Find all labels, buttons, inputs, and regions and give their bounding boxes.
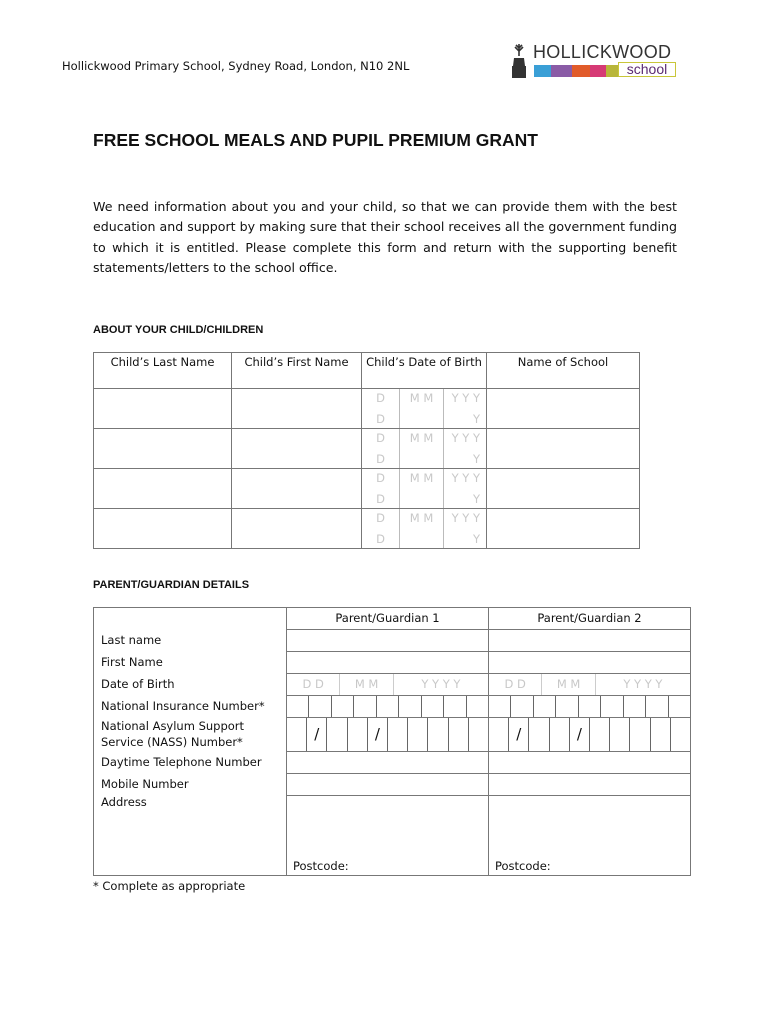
- table-row: [94, 509, 640, 549]
- guardian2-first-name-input[interactable]: [489, 651, 691, 673]
- dob-placeholder: D D M M Y Y Y Y: [362, 469, 486, 508]
- guardian2-ni-input[interactable]: [489, 695, 691, 717]
- table-row: [94, 651, 691, 673]
- footnote: * Complete as appropriate: [93, 879, 246, 893]
- school-name-input[interactable]: [487, 469, 640, 509]
- table-row: [94, 773, 691, 795]
- intro-paragraph: We need information about you and your child, so that we can provide them with the best education and support by making sure that their school receives all the government funding to which it is entitled. Please complete this form and return with the supporting benefit statements/letters to the school office.: [93, 199, 677, 275]
- col-child-first-name: Child’s First Name: [232, 353, 362, 389]
- guardian2-day-phone-input[interactable]: [489, 751, 691, 773]
- guardian2-last-name-input[interactable]: [489, 629, 691, 651]
- logo-stripe: [551, 65, 572, 77]
- guardian2-header: Parent/Guardian 2: [489, 608, 691, 630]
- tree-icon: [511, 42, 527, 80]
- row-label-mobile: Mobile Number: [94, 773, 287, 795]
- guardian1-ni-input[interactable]: [287, 695, 489, 717]
- children-section-heading: ABOUT YOUR CHILD/CHILDREN: [93, 324, 264, 336]
- dob-placeholder: D D M M Y Y Y Y: [362, 429, 486, 468]
- child-first-name-input[interactable]: [232, 429, 362, 469]
- table-header-row: [94, 608, 691, 630]
- row-label-first-name: First Name: [94, 651, 287, 673]
- table-row: [94, 469, 640, 509]
- child-last-name-input[interactable]: [94, 469, 232, 509]
- table-header-row: [94, 353, 640, 389]
- guardian1-header: Parent/Guardian 1: [287, 608, 489, 630]
- school-name-input[interactable]: [487, 509, 640, 549]
- row-label-address: Address: [94, 795, 287, 876]
- guardian2-dob-input[interactable]: [489, 673, 691, 695]
- header-address: Hollickwood Primary School, Sydney Road, London, N10 2NL: [62, 59, 410, 73]
- child-last-name-input[interactable]: [94, 429, 232, 469]
- guardian2-mobile-input[interactable]: [489, 773, 691, 795]
- children-table: [93, 352, 640, 549]
- table-row: [94, 429, 640, 469]
- col-child-last-name: Child’s Last Name: [94, 353, 232, 389]
- table-row: [94, 629, 691, 651]
- row-label-last-name: Last name: [94, 629, 287, 651]
- guardian1-dob-input[interactable]: [287, 673, 489, 695]
- guardian2-nass-input[interactable]: / /: [489, 717, 691, 751]
- guardian1-last-name-input[interactable]: [287, 629, 489, 651]
- table-row: [94, 717, 691, 751]
- child-dob-input[interactable]: [362, 509, 487, 549]
- dob-placeholder: D D M M Y Y Y Y: [489, 674, 690, 695]
- guardian1-address-input[interactable]: [287, 795, 489, 876]
- col-child-dob: Child’s Date of Birth: [362, 353, 487, 389]
- row-label-dob: Date of Birth: [94, 673, 287, 695]
- child-dob-input[interactable]: [362, 469, 487, 509]
- row-label-nass: National Asylum Support Service (NASS) Number*: [94, 717, 287, 751]
- guardian1-nass-input[interactable]: / /: [287, 717, 489, 751]
- dob-placeholder: D D M M Y Y Y Y: [362, 509, 486, 548]
- child-dob-input[interactable]: [362, 429, 487, 469]
- table-row: [94, 389, 640, 429]
- child-dob-input[interactable]: [362, 389, 487, 429]
- table-row: [94, 695, 691, 717]
- col-school-name: Name of School: [487, 353, 640, 389]
- table-row: [94, 673, 691, 695]
- row-label-day-phone: Daytime Telephone Number: [94, 751, 287, 773]
- table-row: [94, 751, 691, 773]
- dob-placeholder: D D M M Y Y Y Y: [287, 674, 488, 695]
- school-logo: [511, 42, 681, 80]
- logo-stripe: [534, 65, 551, 77]
- table-row: [94, 795, 691, 876]
- school-name-input[interactable]: [487, 389, 640, 429]
- guardian1-first-name-input[interactable]: [287, 651, 489, 673]
- school-name-input[interactable]: [487, 429, 640, 469]
- child-last-name-input[interactable]: [94, 389, 232, 429]
- logo-stripe: [590, 65, 606, 77]
- child-first-name-input[interactable]: [232, 469, 362, 509]
- postcode-label: Postcode:: [495, 859, 551, 873]
- row-label-ni: National Insurance Number*: [94, 695, 287, 717]
- guardian1-day-phone-input[interactable]: [287, 751, 489, 773]
- logo-stripe: [572, 65, 590, 77]
- child-last-name-input[interactable]: [94, 509, 232, 549]
- child-first-name-input[interactable]: [232, 389, 362, 429]
- guardian2-address-input[interactable]: [489, 795, 691, 876]
- logo-stripe: [606, 65, 618, 77]
- logo-school: school: [618, 62, 676, 77]
- child-first-name-input[interactable]: [232, 509, 362, 549]
- page-title: FREE SCHOOL MEALS AND PUPIL PREMIUM GRANT: [93, 130, 538, 150]
- guardian1-mobile-input[interactable]: [287, 773, 489, 795]
- parent-table: [93, 607, 691, 876]
- logo-name: HOLLICKWOOD: [533, 42, 672, 62]
- dob-placeholder: D D M M Y Y Y Y: [362, 389, 486, 428]
- blank-header-cell: [94, 608, 287, 630]
- postcode-label: Postcode:: [293, 859, 349, 873]
- parent-section-heading: PARENT/GUARDIAN DETAILS: [93, 579, 250, 591]
